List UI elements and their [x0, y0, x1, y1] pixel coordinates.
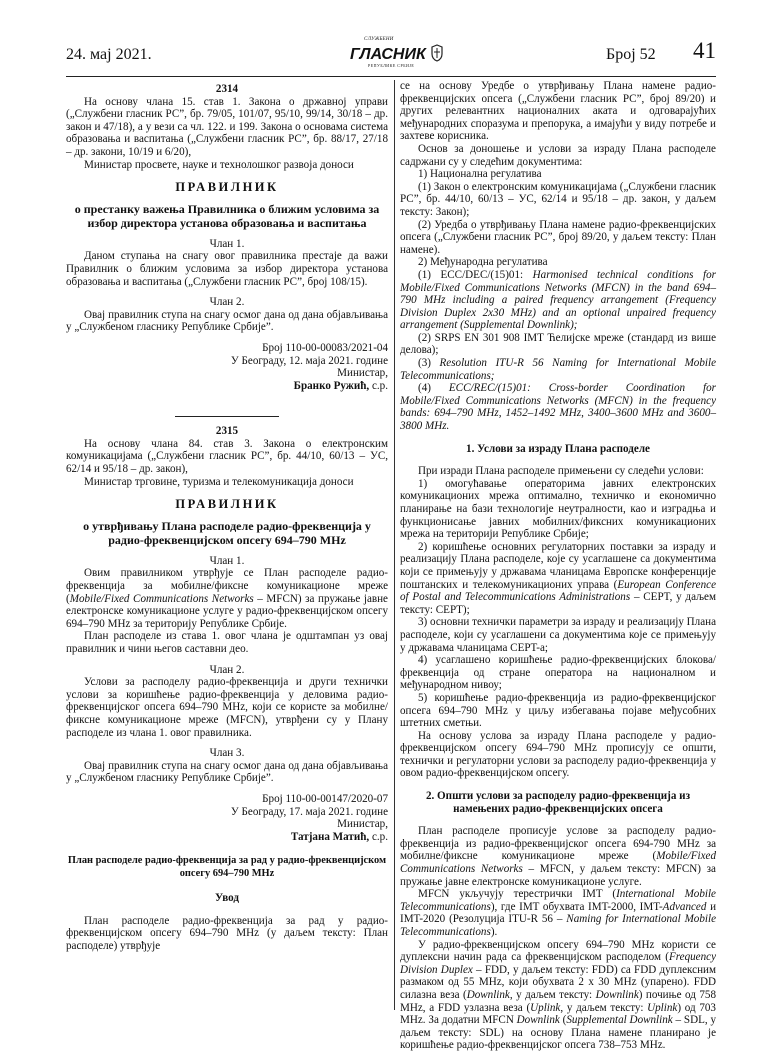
- intro-text: План расподеле радио-фреквенција за рад у радио-фреквенцијском опсегу 694–790 MHz (у даљем тексту: План расподеле) утврђује: [66, 914, 388, 952]
- article-text: План расподеле из става 1. овог члана је одштампан уз овај правилник и чини његов саставни део.: [66, 630, 388, 655]
- section-separator: [175, 416, 279, 417]
- logo-small-text: СЛУЖБЕНИ: [364, 37, 394, 42]
- column-divider: [394, 80, 395, 1010]
- signature: [66, 831, 388, 844]
- article-heading: Члан 1.: [209, 554, 245, 567]
- act-preamble: На основу члана 15. став 1. Закона о државној управи („Службени гласник РС”, бр. 79/05, 101/07, 95/10, 99/14, 30/18 – др. закон и 47/18), а у вези са чл. 122. и 199. Закона о основама система образовања и васпитања („Службени гласник РС”, бр. 88/17, 27/18 – др. закони, 10/19 и 6/20),: [66, 95, 388, 158]
- list-item: (1) Закон о електронским комуникацијама („Службени гласник РС”, бр. 44/10, 60/13 – УС, 62/14 и 95/18 – др. закон, у даљем тексту: Закон);: [400, 180, 716, 218]
- act-issuer: Министар трговине, туризма и телекомуникација доноси: [84, 475, 354, 488]
- article-text: Овај правилник ступа на снагу осмог дана од дана објављивања у „Службеном гласнику Републике Србије”.: [66, 759, 388, 785]
- plan-title: План расподеле радио-фреквенција за рад у радио-фреквенцијском опсегу 694–790 MHz: [67, 855, 387, 879]
- paragraph: У радио-фреквенцијском опсегу 694–790 MHz користи се дуплексни начин рада са фреквенцијском расподелом (Frequency Division Duplex – FDD, у даљем тексту: FDD) са FDD дуплексним размаком од 55 MHz, који обухвата 2 x 30 MHz (упарено). FDD силазна веза (Downlink, у даљем тексту: Downlink) почиње од 758 MHz, а FDD узлазна веза (Uplink, у даљем тексту: Uplink) од 703 MHz. За додатни MFCN Downlink (Supplemental Downlink – SDL, у даљем тексту: SDL) на основу Плана намене планирано је коришћење радио-фреквенцијског опсега 738–753 MHz.: [400, 938, 716, 1052]
- list-item: 1) Национална регулатива: [418, 168, 542, 181]
- article-text: Овим правилником утврђује се План расподеле радио-фреквенција за мобилне/фиксне комуникационе мреже (Mobile/Fixed Communications Networks – MFCN) за пружање јавне електронске комуникационе услуге у радио-фреквенцијском опсегу 694–790 MHz за територију Републике Србије.: [66, 567, 388, 630]
- act-title: ПРАВИЛНИК: [175, 497, 279, 512]
- signer-name: Бранко Ружић,: [293, 379, 370, 392]
- signer-suffix: с.р.: [369, 379, 388, 392]
- gazette-logo: [350, 37, 446, 68]
- section-heading: 2. Општи услови за расподелу радио-фреквенција из намењених радио-фреквенцијских опсега: [425, 790, 691, 815]
- article-heading: Члан 1.: [209, 237, 245, 250]
- list-item: (4) ECC/REC/(15)01: Cross-border Coordination for Mobile/Fixed Communications Networks (MFCN) in the frequency bands: 694–790 MHz, 1452–1492 MHz, 3400–3600 MHz and 3600–3800 MHz.: [400, 382, 716, 433]
- reference-number: Број 110-00-00147/2020-07: [262, 792, 388, 805]
- logo-text: ГЛАСНИК: [350, 46, 426, 63]
- signer-role: Министар,: [337, 818, 388, 831]
- paragraph: Основ за доношење и услови за израду Плана расподеле садржани су у следећим документима:: [400, 142, 716, 168]
- paragraph: MFCN укључују терестрички IMT (International Mobile Telecommunications), где IMT обухвата IMT-2000, IMT-Advanced и IMT-2020 (Резолуција ITU-R 56 – Naming for International Mobile Telecommunications).: [400, 888, 716, 938]
- list-item: (2) SRPS EN 301 908 IMT Ћелијске мреже (стандард из више делова);: [400, 331, 716, 357]
- act-preamble: На основу члана 84. став 3. Закона о електронским комуникацијама („Службени гласник РС”, бр. 44/10, 60/13 – УС, 62/14 и 95/18 – др. закон),: [66, 437, 388, 476]
- signer-suffix: с.р.: [369, 830, 388, 843]
- intro-heading: Увод: [215, 892, 239, 905]
- article-text: Овај правилник ступа на снагу осмог дана од дана објављивања у „Службеном гласнику Републике Србије”.: [66, 308, 388, 334]
- place-date: У Београду, 12. маја 2021. године: [230, 354, 388, 367]
- signer-role: Министар,: [337, 367, 388, 380]
- issue-date: 24. мај 2021.: [66, 46, 152, 63]
- section-heading: 1. Услови за израду Плана расподеле: [466, 442, 650, 455]
- signer-name: Татјана Матић,: [290, 830, 370, 843]
- list-item: 2) коришћење основних регулаторних поставки за израду и реализацију Плана расподеле, које су усаглашене са документима који се примењују у државама чланицама Европске конференције поштанских и телекомуникационих управа (European Conference of Postal and Telecommunications Administrations – CEPT, у даљем тексту: CEPT);: [400, 540, 717, 616]
- article-heading: Члан 2.: [209, 296, 245, 309]
- act-number: 2314: [215, 83, 239, 95]
- paragraph: се на основу Уредбе о утврђивању Плана намене радио-фреквенцијских опсега („Службени гласник РС”, број 89/20) и других релевантних националних аката и одговарајућих међународних споразума и препорука, а имајући у виду потребе и захтеве корисника.: [400, 80, 716, 143]
- logo-subtext: РЕПУБЛИКЕ СРБИЈЕ: [368, 63, 415, 68]
- list-item: (1) ECC/DEC/(15)01: Harmonised technical conditions for Mobile/Fixed Communications Networks (MFCN) in the band 694–790 MHz including a paired frequency arrangement (Frequency Division Duplex 2x30 MHz) and an optional unpaired frequency arrangement (Supplemental Downlink);: [400, 268, 716, 332]
- list-item: 5) коришћење радио-фреквенција из радио-фреквенцијског опсега 694–790 MHz у циљу избегавања појаве међусобних штетних сметњи.: [400, 691, 716, 730]
- reference-number: Број 110-00-00083/2021-04: [262, 341, 388, 354]
- list-item: 4) усаглашено коришћење радио-фреквенцијских блокова/фреквенција од стране оператора на националном и међународном нивоу;: [400, 654, 716, 692]
- list-item: (3) Resolution ITU-R 56 Naming for International Mobile Telecommunications;: [400, 357, 716, 382]
- left-column: [66, 80, 388, 953]
- list-item: 3) основни технички параметри за израду и реализацију Плана расподеле, који су усаглашени са документима које се примењују у државама чланицама CEPT-а;: [400, 616, 716, 654]
- act-title: ПРАВИЛНИК: [175, 180, 279, 195]
- issue-number: Број 52: [606, 46, 656, 63]
- page-number: 41: [693, 38, 716, 63]
- list-item: (2) Уредба о утврђивању Плана намене радио-фреквенцијских опсега („Службени гласник РС”, број 89/20, у даљем тексту: План намене).: [400, 218, 716, 256]
- article-heading: Члан 2.: [209, 663, 245, 676]
- act-subtitle: о престанку важења Правилника о ближим условима за избор директора установа образовања и васпитања: [74, 201, 380, 230]
- paragraph: При изради Плана расподеле примењени су следећи услови:: [418, 465, 704, 478]
- coat-of-arms-icon: [430, 44, 444, 62]
- article-text: Даном ступања на снагу овог правилника престаје да важи Правилник о ближим условима за избор директора установа образовања и васпитања („Службени гласник РС”, број 108/15).: [66, 250, 388, 288]
- paragraph: На основу услова за израду Плана расподеле у радио-фреквенцијском опсегу 694–790 MHz прописују се општи, технички и регулаторни услови за расподелу радио-фреквенција у овом радио-фреквенцијском опсегу.: [400, 729, 716, 780]
- act-issuer: Министар просвете, науке и технолошког развоја доноси: [84, 158, 354, 171]
- list-item: 1) омогућавање операторима јавних електронских комуникационих мрежа оптимално, техничко и економично планирање на бази технологије неутралности, као и изградња и функционисање јавних мобилних/фиксних комуникационих мрежа на територији Републике Србије;: [400, 477, 716, 541]
- act-subtitle: о утврђивању Плана расподеле радио-фреквенција у радио-фреквенцијском опсегу 694–790 MHz: [83, 518, 371, 547]
- list-item: 2) Међународна регулатива: [418, 256, 548, 269]
- article-heading: Члан 3.: [209, 747, 245, 760]
- place-date: У Београду, 17. маја 2021. године: [230, 805, 388, 818]
- signature: [66, 380, 388, 393]
- header-rule: [66, 76, 716, 77]
- page-header: [66, 36, 716, 72]
- paragraph: План расподеле прописује услове за расподелу радио-фреквенција из радио-фреквенцијског опсега 694-790 MHz за мобилне/фиксне комуникационе мреже (Mobile/Fixed Communications Networks – MFCN, у даљем тексту: MFCN) за пружање јавне електронске комуникационе услуге.: [400, 825, 716, 888]
- article-text: Услови за расподелу радио-фреквенција и други технички услови за коришћење радио-фреквенција у деловима радио-фреквенцијског опсега 694–790 MHz, који се користе за мобилне/фиксне комуникационе мреже (MFCN), утврђени су у Плану расподеле из члана 1. овог правилника.: [66, 676, 388, 739]
- right-column: [400, 80, 716, 1052]
- act-number: 2315: [215, 425, 239, 438]
